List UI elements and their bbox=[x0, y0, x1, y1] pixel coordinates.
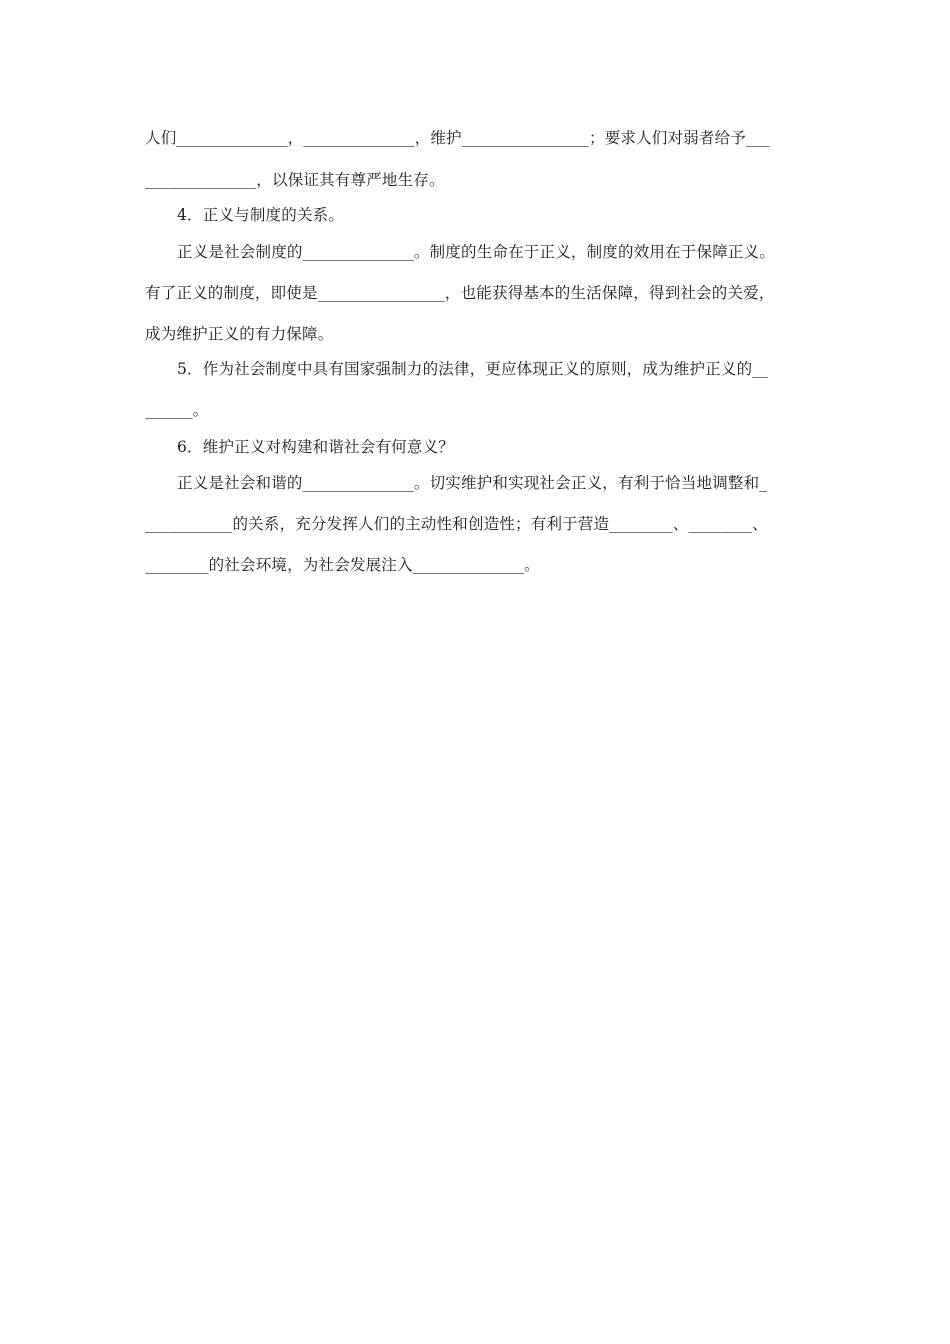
text-line-4: 正义是社会制度的______________。制度的生命在于正义，制度的效用在于保障正义。 bbox=[177, 243, 776, 261]
text-line-10: 正义是社会和谐的______________。切实维护和实现社会正义，有利于恰当地调整和_ bbox=[177, 474, 768, 492]
text-line-1: 人们______________，______________，维护________________；要求人们对弱者给予___ bbox=[145, 129, 770, 147]
text-line-2: ______________，以保证其有尊严地生存。 bbox=[145, 171, 445, 189]
question-4-heading: 4．正义与制度的关系。 bbox=[177, 206, 345, 224]
text-line-11: ___________的关系，充分发挥人们的主动性和创造性；有利于营造________、________、 bbox=[145, 515, 768, 533]
text-line-6: 成为维护正义的有力保障。 bbox=[145, 325, 334, 343]
question-5-text: 5．作为社会制度中具有国家强制力的法律，更应体现正义的原则，成为维护正义的__ bbox=[177, 360, 769, 378]
question-6-heading: 6．维护正义对构建和谐社会有何意义？ bbox=[177, 438, 454, 456]
text-line-8: ______。 bbox=[145, 401, 209, 419]
text-line-12: ________的社会环境，为社会发展注入______________。 bbox=[145, 556, 540, 574]
text-line-5: 有了正义的制度，即使是________________，也能获得基本的生活保障，得到社会的关爱， bbox=[145, 284, 775, 302]
